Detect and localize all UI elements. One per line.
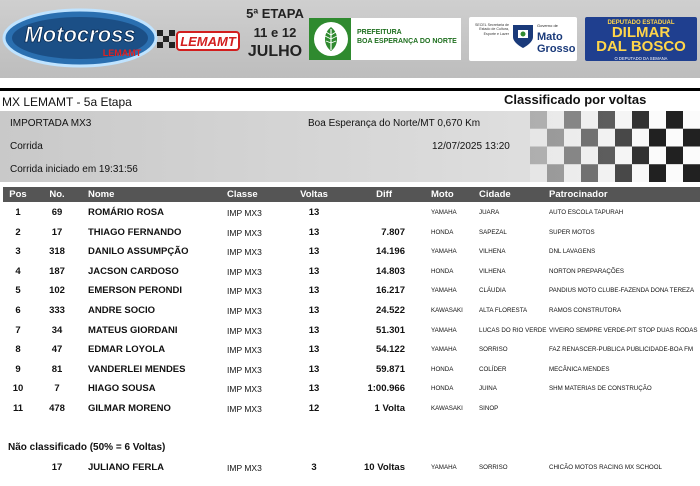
event-banner xyxy=(0,0,700,78)
cell-pos: 10 xyxy=(12,383,24,395)
checker-square xyxy=(564,129,581,147)
checker-square xyxy=(615,164,632,182)
cell-moto: YAMAHA xyxy=(431,346,457,354)
race-datetime: 12/07/2025 13:20 xyxy=(432,141,510,152)
cell-class: IMP MX3 xyxy=(227,345,262,356)
cell-class: IMP MX3 xyxy=(227,247,262,258)
cell-city: JUINA xyxy=(479,385,497,393)
header-pos: Pos xyxy=(9,189,27,200)
checker-square xyxy=(683,129,700,147)
results-table-header xyxy=(3,187,700,202)
checker-square xyxy=(649,129,666,147)
checker-square xyxy=(581,129,598,147)
checkered-flag-pattern xyxy=(530,111,700,182)
table-row xyxy=(3,359,700,379)
cell-laps: 13 xyxy=(308,207,320,218)
cell-moto: YAMAHA xyxy=(431,326,457,334)
cell-num: 69 xyxy=(51,207,63,218)
cell-laps: 13 xyxy=(308,285,320,297)
cell-sponsor: NORTON PREPARAÇÕES xyxy=(549,267,624,275)
header-moto: Moto xyxy=(431,189,454,200)
cell-laps: 13 xyxy=(308,344,320,356)
cell-moto: HONDA xyxy=(431,267,454,275)
checker-square xyxy=(598,111,615,129)
state-coat-of-arms-icon xyxy=(511,23,535,49)
checker-square xyxy=(530,164,547,182)
table-row xyxy=(3,300,700,320)
cell-laps: 13 xyxy=(308,226,320,238)
checker-square xyxy=(666,129,683,147)
checker-square xyxy=(581,147,598,165)
cell-diff: 7.807 xyxy=(381,226,405,238)
checker-square xyxy=(615,111,632,129)
cell-name: EDMAR LOYOLA xyxy=(88,344,166,356)
cell-class: IMP MX3 xyxy=(227,364,262,375)
mt-government-label: Governo de xyxy=(537,23,558,28)
cell-num: 187 xyxy=(49,265,65,277)
cell-city: JUARA xyxy=(479,209,500,216)
checker-square xyxy=(564,147,581,165)
cell-name: GILMAR MORENO xyxy=(88,402,171,414)
cell-diff: 1 Volta xyxy=(374,402,405,414)
cell-diff: 1:00.966 xyxy=(367,383,405,395)
cell-city: CLÁUDIA xyxy=(479,287,506,295)
prefeitura-logo xyxy=(309,18,461,60)
header-num: No. xyxy=(49,189,65,200)
cell-class: IMP MX3 xyxy=(227,286,262,297)
cell-num: 102 xyxy=(49,285,65,297)
checker-square xyxy=(649,147,666,165)
checker-square xyxy=(666,147,683,165)
cell-name: MATEUS GIORDANI xyxy=(88,324,178,336)
table-row xyxy=(3,261,700,281)
cell-pos: 4 xyxy=(15,265,21,277)
cell-city: SORRISO xyxy=(479,346,508,354)
cell-laps: 3 xyxy=(311,462,317,473)
cell-sponsor: SHM MATERIAS DE CONSTRUÇÃO xyxy=(549,385,652,393)
cell-name: VANDERLEI MENDES xyxy=(88,363,186,375)
table-row xyxy=(3,222,700,242)
race-start-time: Corrida iniciado em 19:31:56 xyxy=(10,164,138,175)
checker-square xyxy=(615,129,632,147)
race-category: IMPORTADA MX3 xyxy=(10,118,92,129)
checker-square xyxy=(530,111,547,129)
cell-moto: YAMAHA xyxy=(431,287,457,295)
cell-class: IMP MX3 xyxy=(227,384,262,395)
checker-square xyxy=(649,164,666,182)
cell-name: ROMÁRIO ROSA xyxy=(88,207,164,218)
cell-moto: YAMAHA xyxy=(431,209,457,216)
cell-city: VILHENA xyxy=(479,248,506,256)
header-diff: Diff xyxy=(376,189,392,200)
checker-square xyxy=(598,164,615,182)
cell-moto: KAWASAKI xyxy=(431,404,463,412)
lemamt-logo-text: LEMAMT xyxy=(180,34,236,49)
cell-moto: KAWASAKI xyxy=(431,306,463,314)
header-name: Nome xyxy=(88,189,115,200)
not-classified-title: Não classificado (50% = 6 Voltas) xyxy=(8,442,166,453)
checker-square xyxy=(632,129,649,147)
cell-sponsor: SUPER MOTOS xyxy=(549,228,595,236)
cell-class: IMP MX3 xyxy=(227,463,262,473)
report-header xyxy=(0,88,700,110)
leaf-icon xyxy=(311,19,351,59)
cell-laps: 13 xyxy=(308,324,320,336)
table-row xyxy=(3,280,700,300)
header-city: Cidade xyxy=(479,189,511,200)
header-class: Classe xyxy=(227,189,258,200)
cell-sponsor: MECÂNICA MENDES xyxy=(549,365,610,373)
cell-laps: 13 xyxy=(308,246,320,258)
cell-pos: 7 xyxy=(15,324,21,336)
cell-city: COLÍDER xyxy=(479,365,507,373)
cell-diff: 10 Voltas xyxy=(363,462,405,473)
cell-laps: 13 xyxy=(308,383,320,395)
cell-moto: HONDA xyxy=(431,385,454,393)
cell-class: IMP MX3 xyxy=(227,305,262,316)
cell-num: 7 xyxy=(54,383,60,395)
results-table-body xyxy=(3,202,700,418)
prefeitura-label: PREFEITURA xyxy=(357,29,402,36)
stage-month: JULHO xyxy=(247,43,303,60)
cell-pos: 11 xyxy=(12,402,24,414)
cell-name: ANDRE SOCIO xyxy=(88,304,156,316)
race-location: Boa Esperança do Norte/MT 0,670 Km xyxy=(308,118,481,129)
cell-sponsor: AUTO ESCOLA TAPURAH xyxy=(549,209,624,216)
cell-laps: 12 xyxy=(308,402,320,414)
cell-moto: YAMAHA xyxy=(431,248,457,256)
cell-name: JACSON CARDOSO xyxy=(88,265,179,277)
cell-diff: 59.871 xyxy=(375,363,405,375)
dilmar-dal-bosco-logo xyxy=(585,17,697,61)
dilmar-role: DEPUTADO ESTADUAL xyxy=(607,20,675,26)
checker-square xyxy=(547,111,564,129)
dilmar-slogan: O DEPUTADO DA SEMANA xyxy=(614,56,668,61)
cell-moto: YAMAHA xyxy=(431,464,457,471)
dilmar-first-name: DILMAR xyxy=(611,24,671,41)
header-laps: Voltas xyxy=(300,189,328,200)
table-row xyxy=(3,320,700,340)
cell-name: JULIANO FERLA xyxy=(88,462,164,473)
cell-sponsor: RAMOS CONSTRUTORA xyxy=(549,306,622,314)
event-name: MX LEMAMT - 5a Etapa xyxy=(2,95,132,109)
cell-city: SORRISO xyxy=(479,464,508,471)
cell-city: LUCAS DO RIO VERDE xyxy=(479,326,547,334)
cell-pos: 2 xyxy=(15,226,21,238)
checker-square xyxy=(683,147,700,165)
cell-diff: 14.196 xyxy=(375,246,405,258)
stage-number: 5ª ETAPA xyxy=(246,6,304,21)
cell-moto: HONDA xyxy=(431,228,454,236)
cell-name: THIAGO FERNANDO xyxy=(88,226,182,238)
cell-num: 34 xyxy=(51,324,63,336)
checker-square xyxy=(530,147,547,165)
cell-diff: 16.217 xyxy=(375,285,405,297)
cell-num: 318 xyxy=(49,246,65,258)
lemamt-logo xyxy=(155,22,241,58)
cell-sponsor: FAZ RENASCER-PUBLICA PUBLICIDADE-BOA FM xyxy=(549,346,694,354)
checker-square xyxy=(683,164,700,182)
cell-class: IMP MX3 xyxy=(227,266,262,277)
motocross-logo-text: Motocross xyxy=(24,22,136,47)
checker-square xyxy=(530,129,547,147)
checker-square xyxy=(666,111,683,129)
cell-pos: 3 xyxy=(15,246,21,258)
checker-square xyxy=(547,147,564,165)
header-sponsor: Patrocinador xyxy=(549,189,608,200)
cell-laps: 13 xyxy=(308,363,320,375)
cell-num: 47 xyxy=(51,344,63,356)
cell-city: VILHENA xyxy=(479,267,506,275)
cell-class: IMP MX3 xyxy=(227,208,262,218)
cell-name: HIAGO SOUSA xyxy=(88,383,156,395)
table-row xyxy=(3,398,700,418)
cell-pos: 6 xyxy=(15,304,21,316)
table-row xyxy=(3,202,700,222)
motocross-logo xyxy=(2,4,158,68)
checker-square xyxy=(632,164,649,182)
dilmar-last-name: DAL BOSCO xyxy=(596,38,686,55)
checker-square xyxy=(632,147,649,165)
cell-diff: 14.803 xyxy=(375,265,405,277)
cell-laps: 13 xyxy=(308,265,320,277)
cell-pos: 5 xyxy=(15,285,21,297)
stage-days: 11 e 12 xyxy=(253,25,297,40)
cell-name: DANILO ASSUMPÇÃO xyxy=(88,246,189,258)
cell-pos: 1 xyxy=(15,207,21,218)
not-classified-table xyxy=(3,457,700,477)
checker-square xyxy=(564,111,581,129)
stage-badge xyxy=(232,4,318,76)
checker-square xyxy=(564,164,581,182)
cell-laps: 13 xyxy=(308,304,320,316)
cell-num: 333 xyxy=(49,304,65,316)
cell-city: SAPEZAL xyxy=(479,228,507,236)
cell-num: 81 xyxy=(51,363,63,375)
checker-square xyxy=(598,147,615,165)
cell-name: EMERSON PERONDI xyxy=(88,285,182,297)
checker-square xyxy=(683,111,700,129)
cell-pos: 9 xyxy=(15,363,21,375)
checker-square xyxy=(632,111,649,129)
cell-sponsor: PANDIUS MOTO CLUBE-FAZENDA DONA TEREZA xyxy=(549,287,695,295)
cell-class: IMP MX3 xyxy=(227,403,262,414)
cell-city: ALTA FLORESTA xyxy=(479,306,528,314)
checker-square xyxy=(666,164,683,182)
cell-class: IMP MX3 xyxy=(227,227,262,238)
race-session: Corrida xyxy=(10,141,43,152)
table-row xyxy=(3,457,700,477)
table-row xyxy=(3,339,700,359)
cell-num: 17 xyxy=(51,462,63,473)
cell-num: 17 xyxy=(51,226,63,238)
secel-text: SECEL Secretaria de Estado de Cultura, Esporte e Lazer xyxy=(474,23,509,36)
cell-pos: 8 xyxy=(15,344,21,356)
cell-diff: 51.301 xyxy=(375,324,405,336)
cell-diff: 54.122 xyxy=(375,344,405,356)
cell-moto: HONDA xyxy=(431,365,454,373)
cell-sponsor: VIVEIRO SEMPRE VERDE-PIT STOP DUAS RODAS xyxy=(549,326,698,334)
checker-square xyxy=(581,111,598,129)
cell-sponsor: DNL LAVAGENS xyxy=(549,248,596,256)
table-row xyxy=(3,241,700,261)
checker-square xyxy=(547,129,564,147)
cell-sponsor: CHICÃO MOTOS RACING MX SCHOOL xyxy=(549,464,662,471)
checker-square xyxy=(547,164,564,182)
mt-state-name: Mato Grosso xyxy=(537,31,576,55)
motocross-logo-sub: LEMAMT xyxy=(102,48,142,58)
prefeitura-city: BOA ESPERANÇA DO NORTE xyxy=(357,38,457,45)
cell-class: IMP MX3 xyxy=(227,325,262,336)
table-row xyxy=(3,378,700,398)
checker-square xyxy=(581,164,598,182)
mato-grosso-logo xyxy=(469,17,577,61)
cell-diff: 24.522 xyxy=(375,304,405,316)
report-title: Classificado por voltas xyxy=(504,92,647,107)
cell-num: 478 xyxy=(49,402,65,414)
checker-square xyxy=(649,111,666,129)
cell-city: SINOP xyxy=(479,404,499,412)
checker-square xyxy=(615,147,632,165)
checker-square xyxy=(598,129,615,147)
